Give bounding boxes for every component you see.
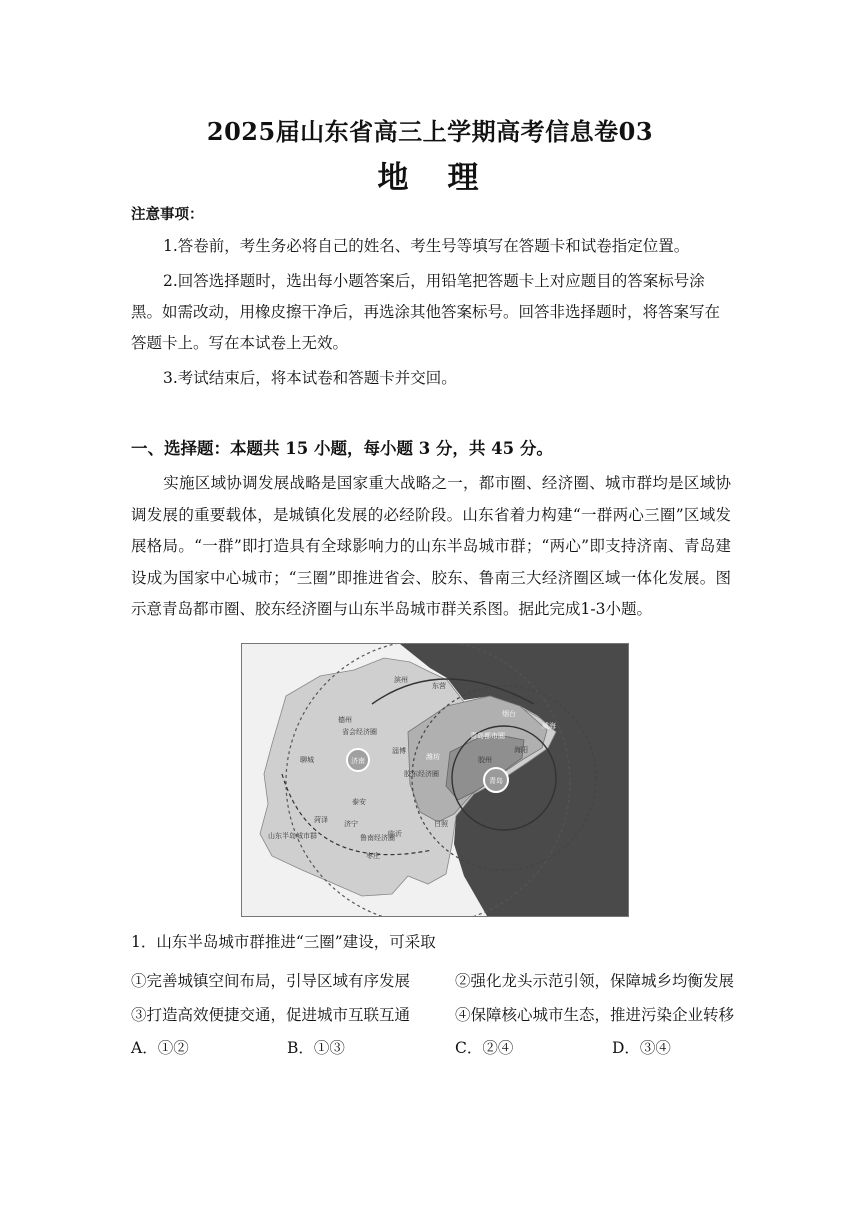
label-dezhou: 德州 xyxy=(338,716,352,724)
question-1-stem: 1．山东半岛城市群推进“三圈”建设，可采取 xyxy=(131,933,436,951)
notice-item-1-text: 1.答卷前，考生务必将自己的姓名、考生号等填写在答题卡和试卷指定位置。 xyxy=(163,237,690,255)
exam-title: 2025届山东省高三上学期高考信息卷03 xyxy=(206,117,654,146)
statement-1: ①完善城镇空间布局，引导区域有序发展 xyxy=(131,972,411,990)
label-haiyang: 海阳 xyxy=(514,746,528,754)
material-text xyxy=(131,468,731,626)
label-jining: 济宁 xyxy=(344,820,358,828)
label-dongying: 东营 xyxy=(432,682,446,690)
label-liaocheng: 聊城 xyxy=(300,756,314,764)
label-qingdao-metro: 青岛都市圈 xyxy=(470,732,505,740)
label-rizhao: 日照 xyxy=(434,820,448,828)
label-shenghui: 省会经济圈 xyxy=(342,728,377,736)
material-body: 实施区域协调发展战略是国家重大战略之一，都市圈、经济圈、城市群均是区域协调发展的重要载体，是城镇化发展的必经阶段。山东省着力构建“一群两心三圈”区域发展格局。“一群”即打造具有全球影响力的山东半岛城市群；“两心”即支持济南、青岛建设成为国家中心城市；“三圈”即推进省会、胶东、鲁南三大经济圈区域一体化发展。图示意青岛都市圈、胶东经济圈与山东半岛城市群关系图。据此完成1-3小题。 xyxy=(131,474,731,618)
notice-item-2-text: 2.回答选择题时，选出每小题答案后，用铅笔把答题卡上对应题目的答案标号涂黑。如需改动，用橡皮擦干净后，再选涂其他答案标号。回答非选择题时，将答案写在答题卡上。写在本试卷上无效。 xyxy=(131,272,721,352)
label-binzhou: 滨州 xyxy=(394,676,408,684)
label-peninsula: 山东半岛城市群 xyxy=(268,832,317,840)
label-linyi: 临沂 xyxy=(388,830,402,838)
label-jinan: 济南 xyxy=(351,757,365,765)
notice-heading: 注意事项： xyxy=(131,207,204,223)
choice-b[interactable]: B．①③ xyxy=(287,1039,345,1057)
section-heading: 一、选择题：本题共 15 小题，每小题 3 分，共 45 分。 xyxy=(131,439,553,458)
label-heze: 菏泽 xyxy=(314,816,328,824)
notice-item-3-text: 3.考试结束后，将本试卷和答题卡并交回。 xyxy=(163,369,457,387)
label-weifang: 潍坊 xyxy=(426,753,440,761)
label-lunan: 鲁南经济圈 xyxy=(360,834,395,842)
notice-item-3 xyxy=(131,363,731,394)
label-taian: 泰安 xyxy=(352,798,366,806)
label-zibo: 淄博 xyxy=(392,747,406,755)
notice-item-2 xyxy=(131,266,731,359)
choice-c[interactable]: C．②④ xyxy=(455,1039,514,1057)
label-jiaozhou: 胶州 xyxy=(478,756,492,764)
choice-d[interactable]: D．③④ xyxy=(612,1039,671,1057)
label-jiaodong: 胶东经济圈 xyxy=(404,770,439,778)
statement-3: ③打造高效便捷交通，促进城市互联互通 xyxy=(131,1006,411,1024)
subject-title: 地 理 xyxy=(377,160,483,196)
label-yantai: 烟台 xyxy=(502,710,516,718)
choice-a[interactable]: A．①② xyxy=(131,1039,189,1057)
map-svg xyxy=(242,644,628,916)
statement-2: ②强化龙头示范引领，保障城乡均衡发展 xyxy=(455,972,735,990)
map-figure xyxy=(241,643,629,917)
statement-4: ④保障核心城市生态，推进污染企业转移 xyxy=(455,1006,735,1024)
label-zaozhuang: 枣庄 xyxy=(366,852,380,860)
label-weihai: 威海 xyxy=(542,722,556,730)
notice-item-1 xyxy=(131,231,731,262)
label-qingdao: 青岛 xyxy=(489,777,503,785)
